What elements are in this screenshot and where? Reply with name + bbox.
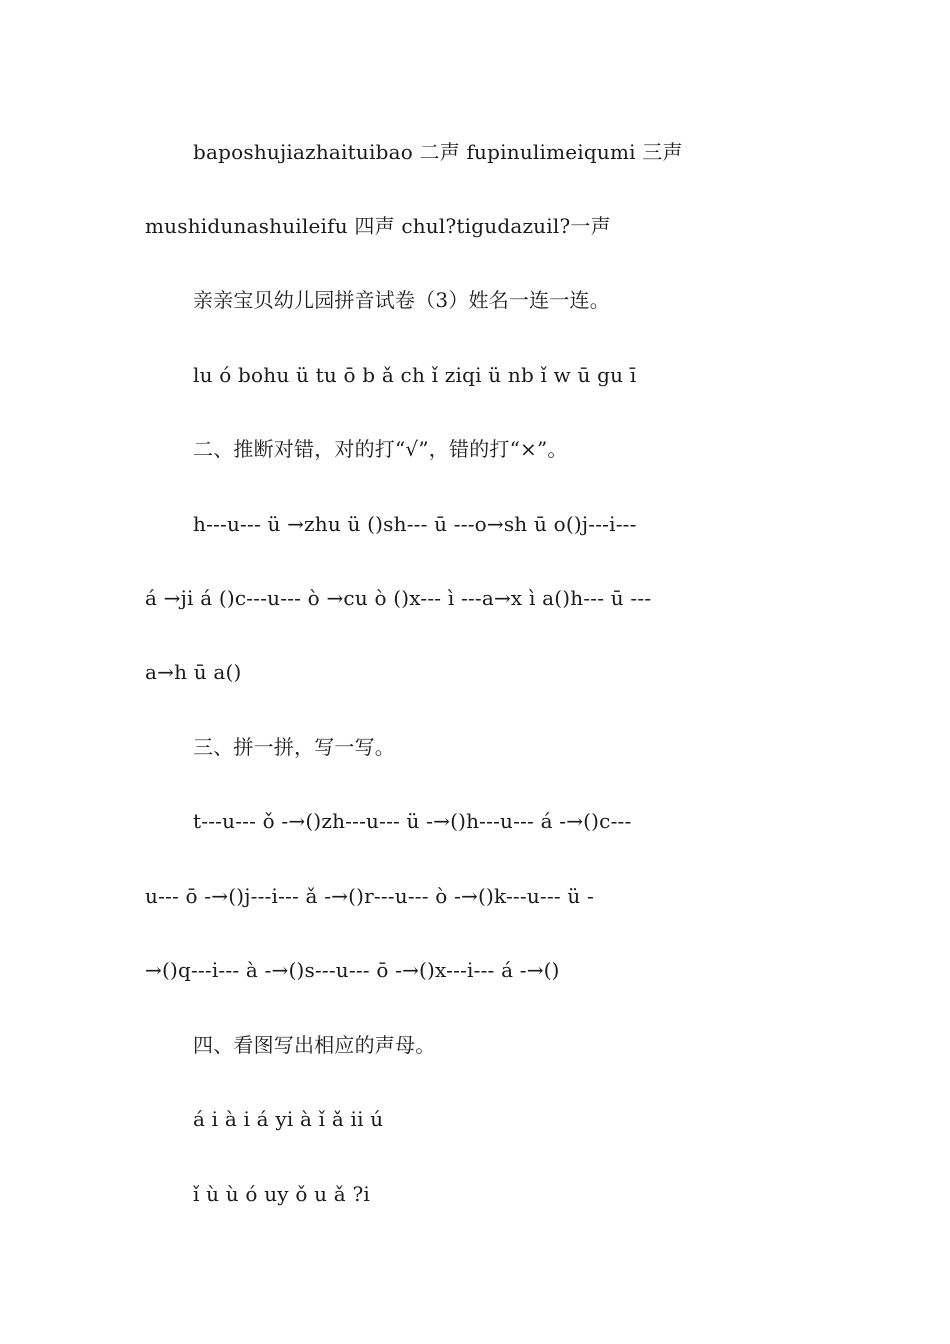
pinyin-match-line: lu ó bohu ü tu ō b ǎ ch ǐ ziqi ü nb ǐ w ū gu ī — [193, 363, 637, 387]
spell-write-line-1: t---u--- ǒ -→()zh---u--- ü -→()h---u--- á -→()c--- — [193, 809, 632, 833]
true-false-line-2: á →ji á ()c---u--- ò →cu ò ()x--- ì ---a→x ì a()h--- ū --- — [145, 586, 652, 610]
initials-line-1: á i à i á yi à ǐ ǎ ii ú — [193, 1107, 384, 1131]
section-four-heading: 四、看图写出相应的声母。 — [193, 1033, 436, 1057]
spell-write-line-2: u--- ō -→()j---i--- ǎ -→()r---u--- ò -→()k---u--- ü - — [145, 884, 594, 908]
spell-write-line-3: →()q---i--- à -→()s---u--- ō -→()x---i--- á -→() — [145, 958, 560, 982]
true-false-line-1: h---u--- ü →zhu ü ()sh--- ū ---o→sh ū o()j---i--- — [193, 512, 637, 536]
section-two-heading: 二、推断对错，对的打“√”，错的打“×”。 — [193, 437, 568, 461]
section-three-heading: 三、拼一拼，写一写。 — [193, 735, 395, 759]
true-false-line-3: a→h ū a() — [145, 660, 242, 684]
initials-line-2: ǐ ù ù ó uy ǒ u ǎ ?i — [193, 1182, 371, 1206]
pinyin-tone-line-2: mushidunashuileifu 四声 chul?tigudazuil?一声 — [145, 214, 611, 238]
exam-title-line: 亲亲宝贝幼儿园拼音试卷（3）姓名一连一连。 — [193, 288, 610, 312]
pinyin-tone-line-1: baposhujiazhaituibao 二声 fupinulimeiqumi 三声 — [193, 140, 683, 164]
